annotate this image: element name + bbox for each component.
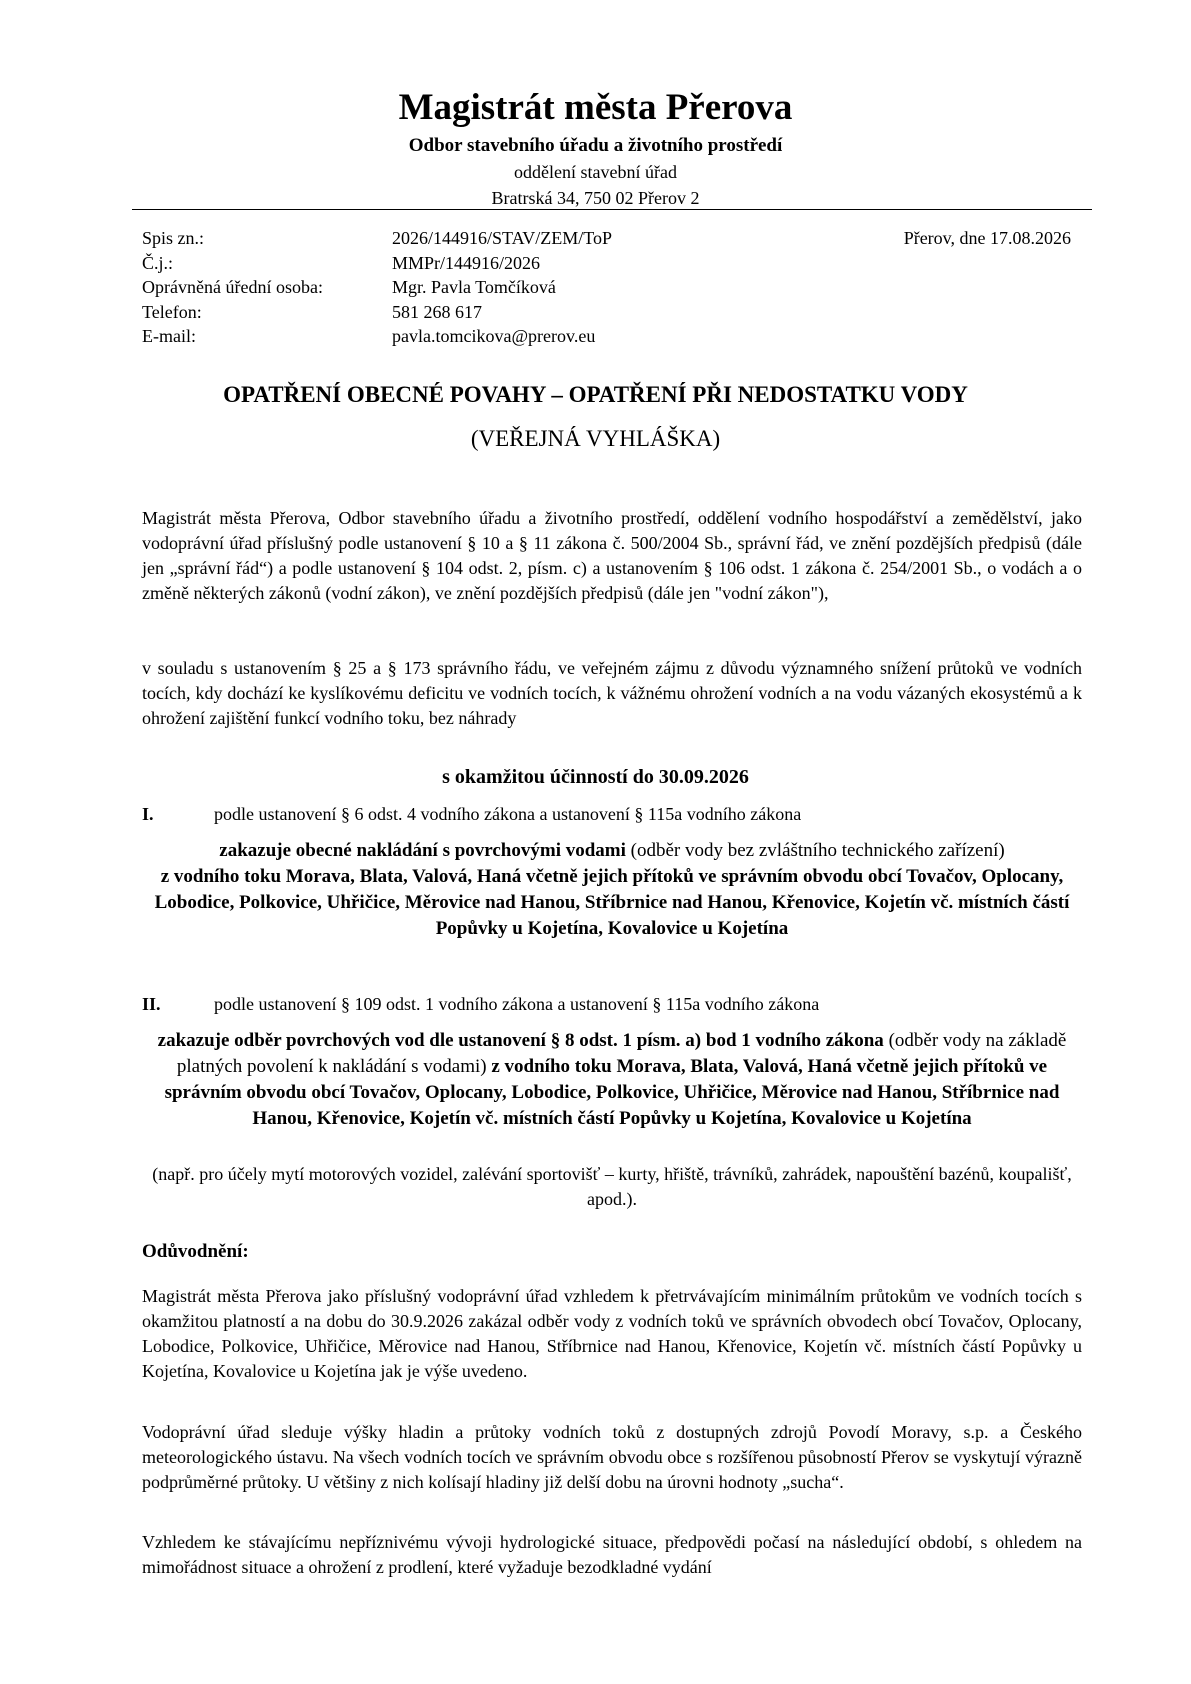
meta-row-reference — [142, 251, 612, 276]
section-2-ban — [152, 1028, 1072, 1132]
meta-label: Oprávněná úřední osoba: — [142, 277, 323, 297]
section-number: II. — [142, 994, 161, 1014]
ban-scope: z vodního toku Morava, Blata, Valová, Haná včetně jejich přítoků ve správním obvodu obcí Tovačov, Oplocany, Lobodice, Polkovice, Uhřičice, Měrovice nad Hanou, Stříbrnice nad Hanou, Křenovice, Kojetín vč. místních částí Popůvky u Kojetína, Kovalovice u Kojetína — [154, 866, 1070, 939]
meta-value: MMPr/144916/2026 — [392, 252, 541, 273]
ban-note: (odběr vody bez zvláštního technického zařízení) — [625, 840, 1005, 861]
meta-row-file-number — [142, 226, 612, 251]
meta-label: E-mail: — [142, 326, 196, 346]
intro-paragraph-1: Magistrát města Přerova, Odbor stavebního úřadu a životního prostředí, oddělení vodního hospodářství a zemědělství, jako vodoprávní úřad příslušný podle ustanovení § 10 a § 11 zákona č. 500/2004 Sb., správní řád, ve znění pozdějších předpisů (dále jen „správní řád“) a podle ustanovení § 104 odst. 2, písm. c) a ustanovením § 106 odst. 1 zákona č. 254/2001 Sb., o vodách a o změně některých zákonů (vodní zákon), ve znění pozdějších předpisů (dále jen "vodní zákon"), — [142, 508, 1082, 603]
meta-value: 2026/144916/STAV/ZEM/ToP — [392, 228, 612, 248]
ban-text: zakazuje obecné nakládání s povrchovými vodami — [219, 840, 626, 861]
department-name: Odbor stavebního úřadu a životního prostředí — [408, 135, 783, 156]
office-address: Bratrská 34, 750 02 Přerov 2 — [491, 188, 700, 208]
justification-paragraph-2: Vodoprávní úřad sleduje výšky hladin a průtoky vodních toků z dostupných zdrojů Povodí Moravy, s.p. a Českého meteorologického ústavu. Na všech vodních tocích ve správním obvodu obce s rozšířenou působností Přerov se vyskytují výrazně podprůměrné průtoky. U většiny z nich kolísají hladiny již delší dobu na úrovni hodnoty „sucha“. — [142, 1422, 1082, 1492]
intro-paragraph-2: v souladu s ustanovením § 25 a § 173 správního řádu, ve veřejném zájmu z důvodu významného snížení průtoků ve vodních tocích, kdy dochází ke kyslíkovému deficitu ve vodních tocích, k vážnému ohrožení vodních a na vodu vázaných ekosystémů a k ohrožení zajištění funkcí vodního toku, bez náhrady — [142, 658, 1082, 728]
section-basis: podle ustanovení § 109 odst. 1 vodního zákona a ustanovení § 115a vodního zákona — [214, 994, 820, 1014]
meta-label: Č.j.: — [142, 252, 174, 273]
document-date: Přerov, dne 17.08.2026 — [903, 228, 1071, 248]
document-title: OPATŘENÍ OBECNÉ POVAHY – OPATŘENÍ PŘI NEDOSTATKU VODY — [223, 382, 968, 407]
meta-row-official — [142, 275, 612, 300]
header-divider — [132, 209, 1092, 210]
section-1-ban — [152, 838, 1072, 942]
section-name: oddělení stavební úřad — [514, 162, 677, 182]
section-2-heading — [142, 992, 819, 1016]
section-basis: podle ustanovení § 6 odst. 4 vodního zákona a ustanovení § 115a vodního zákona — [214, 804, 802, 824]
file-metadata — [142, 226, 612, 349]
meta-value: Mgr. Pavla Tomčíková — [392, 277, 556, 297]
office-title: Magistrát města Přerova — [398, 87, 793, 128]
meta-label: Telefon: — [142, 301, 202, 322]
justification-heading: Odůvodnění: — [142, 1241, 249, 1262]
ban-text: zakazuje odběr povrchových vod dle ustanovení § 8 odst. 1 písm. a) bod 1 vodního zákona — [157, 1030, 884, 1051]
meta-value: pavla.tomcikova@prerov.eu — [392, 326, 596, 346]
meta-label: Spis zn.: — [142, 228, 205, 248]
justification-paragraph-1: Magistrát města Přerova jako příslušný vodoprávní úřad vzhledem k přetrvávajícím minimálním průtokům ve vodních tocích s okamžitou platností a na dobu do 30.9.2026 zakázal odběr vody z vodních toků ve správních obvodech obcí Tovačov, Oplocany, Lobodice, Polkovice, Uhřičice, Měrovice nad Hanou, Stříbrnice nad Hanou, Křenovice, Kojetín vč. místních částí Popůvky u Kojetína, Kovalovice u Kojetína jak je výše uvedeno. — [142, 1286, 1082, 1381]
section-1-heading — [142, 802, 801, 826]
section-number: I. — [142, 804, 154, 824]
meta-row-phone — [142, 300, 612, 325]
meta-row-email — [142, 324, 612, 349]
justification-paragraph-3: Vzhledem ke stávajícímu nepříznivému vývoji hydrologické situace, předpovědi počasí na následující období, s ohledem na mimořádnost situace a ohrožení z prodlení, které vyžaduje bezodkladné vydání — [142, 1532, 1082, 1577]
document-subtitle: (VEŘEJNÁ VYHLÁŠKA) — [470, 426, 721, 451]
section-2-examples: (např. pro účely mytí motorových vozidel, zalévání sportovišť – kurty, hřiště, trávníků, zahrádek, napouštění bazénů, koupališť, apod.). — [152, 1164, 1072, 1209]
effective-date: s okamžitou účinností do 30.09.2026 — [442, 766, 749, 788]
ban-note: (odběr vody na základě platných povolení k nakládání s vodami) — [176, 1030, 1067, 1077]
ban-scope: z vodního toku Morava, Blata, Valová, Haná včetně jejich přítoků ve správním obvodu obcí Tovačov, Oplocany, Lobodice, Polkovice, Uhřičice, Měrovice nad Hanou, Stříbrnice nad Hanou, Křenovice, Kojetín vč. místních částí Popůvky u Kojetína, Kovalovice u Kojetína — [164, 1056, 1060, 1129]
meta-value: 581 268 617 — [392, 301, 482, 322]
